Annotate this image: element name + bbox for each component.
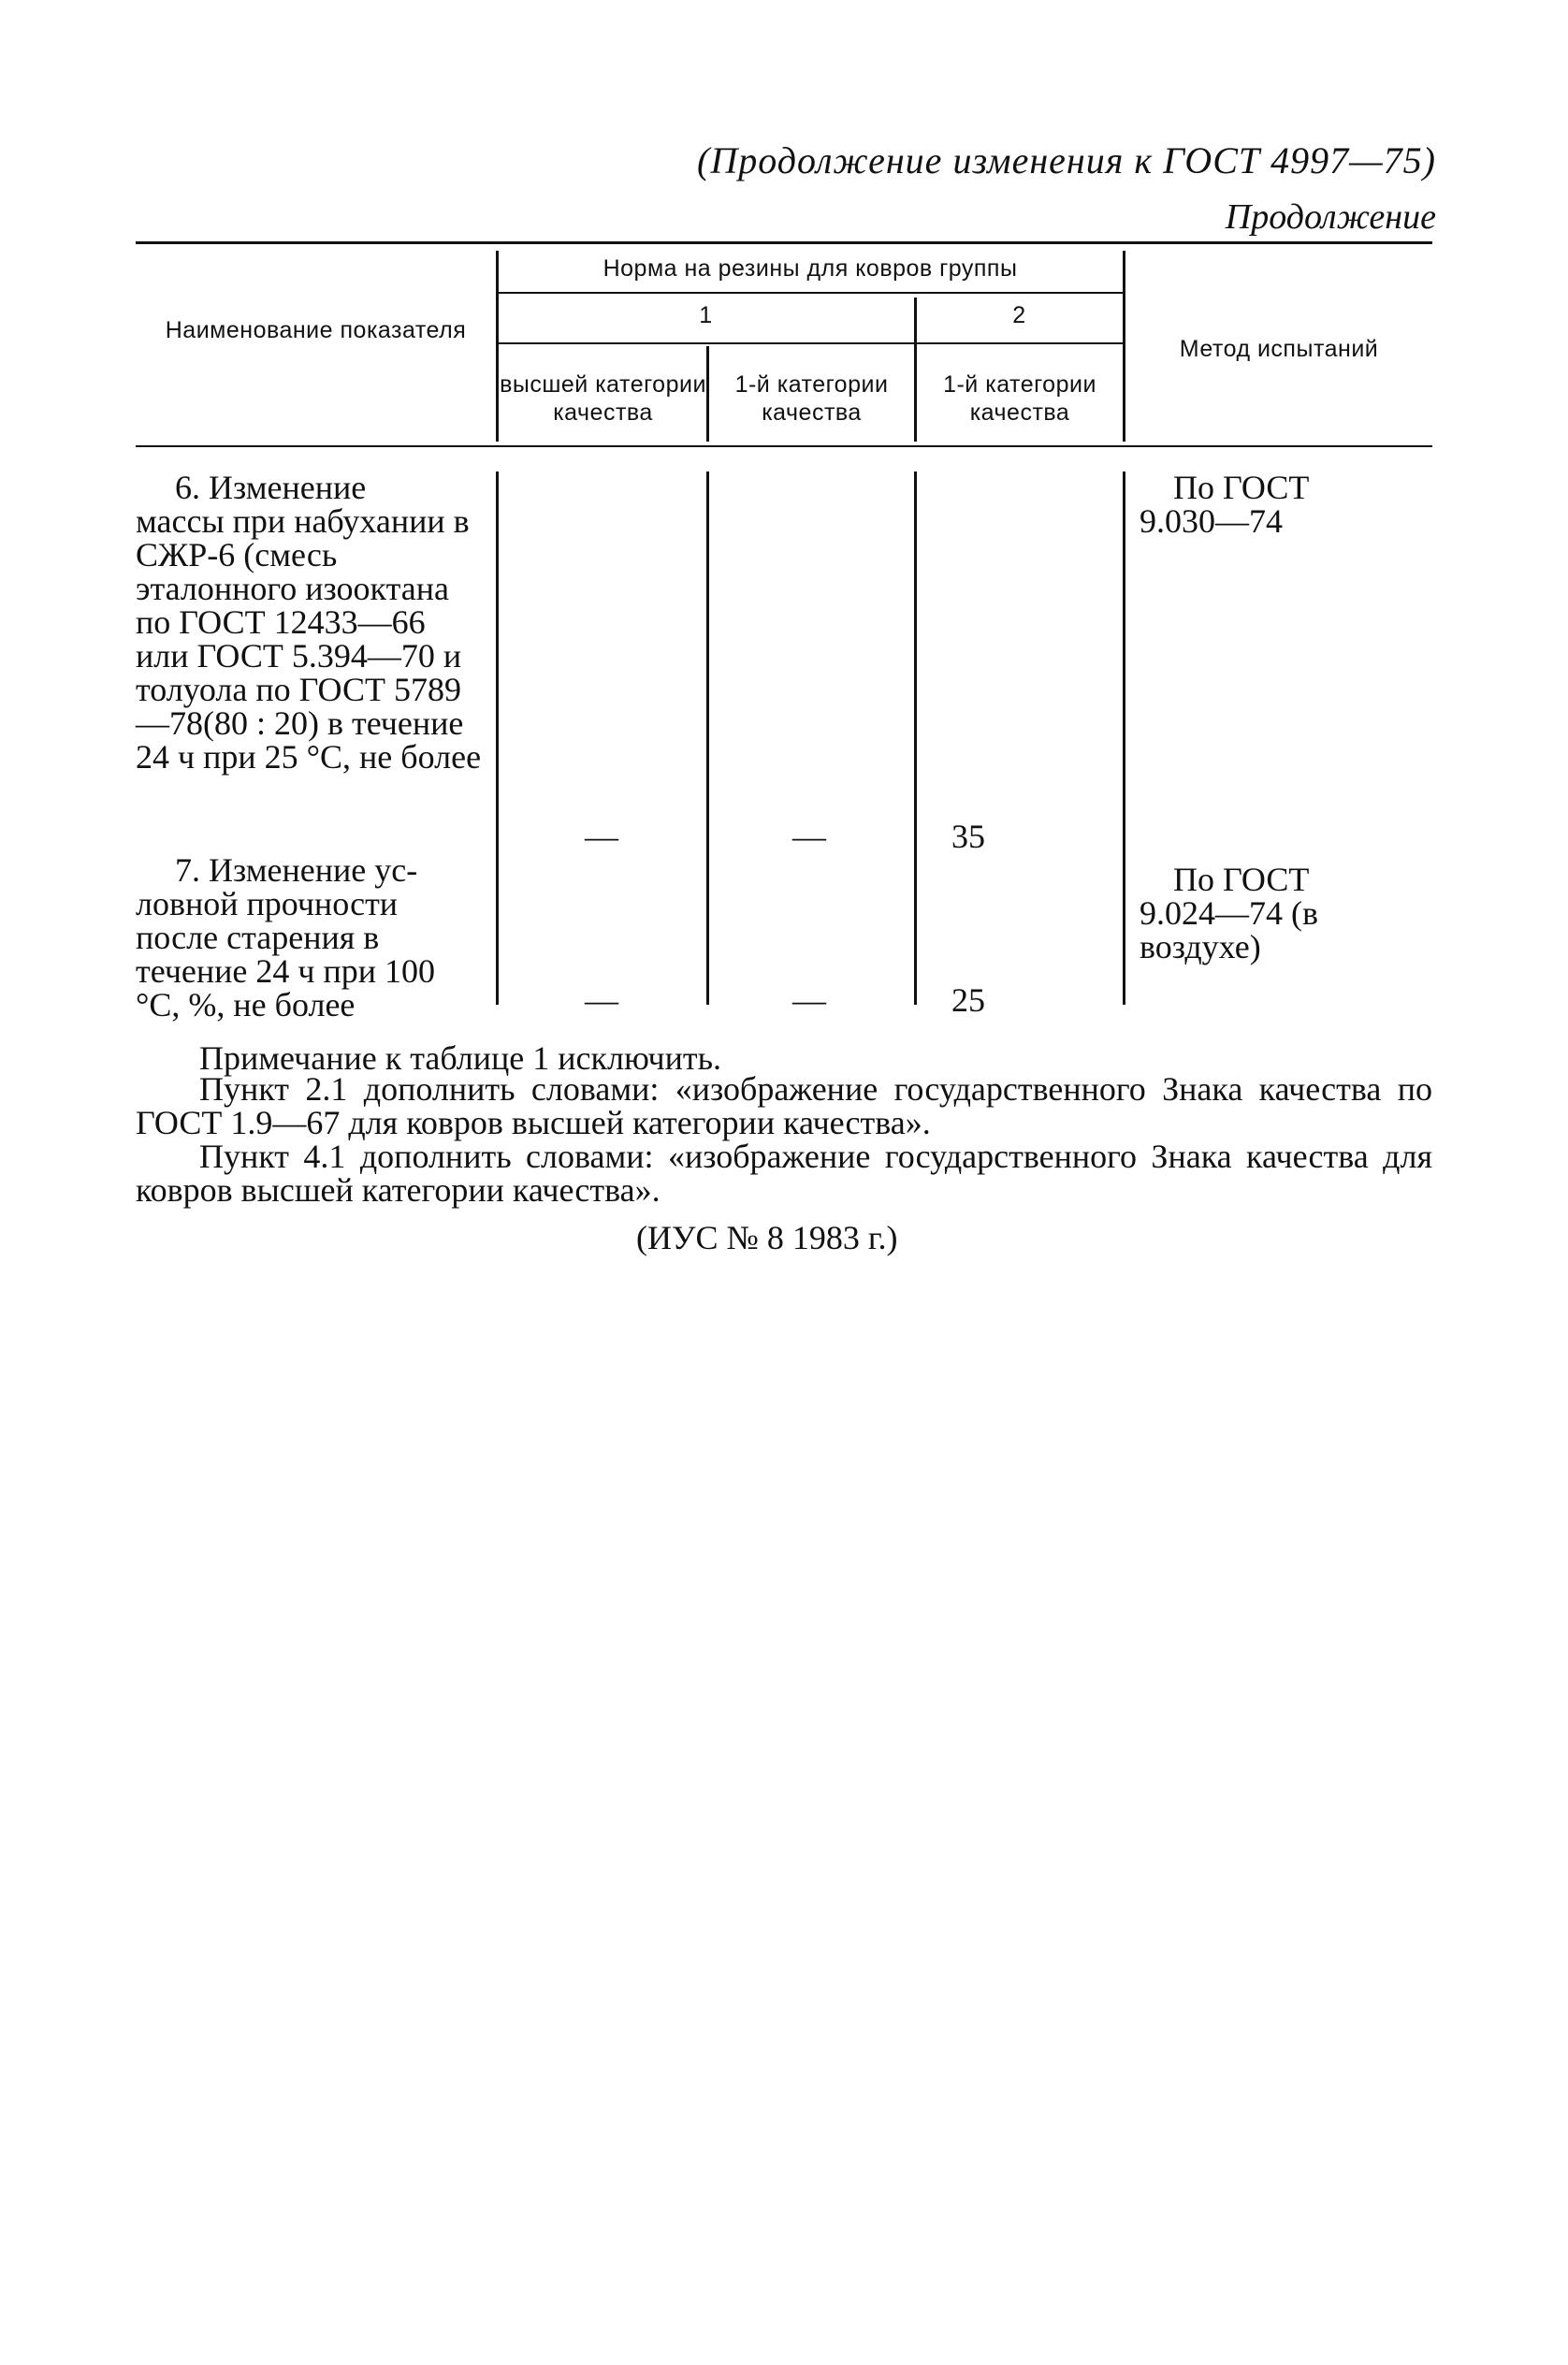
body-divider bbox=[1123, 472, 1125, 1005]
group-1-header: 1 bbox=[699, 302, 713, 328]
column-header-method: Метод испытаний bbox=[1179, 336, 1379, 362]
row-7-highest-value: — bbox=[585, 981, 618, 1019]
note-table-1: Примечание к таблице 1 исключить. bbox=[199, 1039, 721, 1077]
column-header-name: Наименование показателя bbox=[165, 317, 467, 343]
column-header-norm: Норма на резины для ковров группы bbox=[603, 255, 1018, 282]
body-divider bbox=[914, 472, 917, 1005]
row-6-test-method: По ГОСТ 9.030—74 bbox=[1140, 469, 1310, 540]
table-row-6-name: 6. Изменение массы при набухании в СЖР-6 (смесь эталонного изооктана по ГОСТ 12433—66 или ГОСТ 5.394—70 и толуола по ГОСТ 5789—78(80 : 20) в течение 24 ч при 25 °С, не более bbox=[136, 469, 482, 776]
note-clause-2-1: Пункт 2.1 дополнить словами: «изображение государственного Знака качества по ГОСТ 1.9—67 для ковров высшей категории качества». bbox=[136, 1070, 1432, 1141]
continuation-header: (Продолжение изменения к ГОСТ 4997—75) bbox=[697, 139, 1436, 181]
header-subgroup-rule bbox=[498, 342, 1123, 344]
body-divider bbox=[706, 472, 709, 1005]
group-2-header: 2 bbox=[1012, 302, 1026, 328]
subheader-highest-category: высшей категории качества bbox=[500, 371, 706, 426]
subheader-first-category-g2: 1-й категории качества bbox=[943, 371, 1096, 426]
row-6-first-g2-value: 35 bbox=[951, 818, 985, 855]
subheader-first-category-g1: 1-й категории качества bbox=[734, 371, 889, 426]
table-header-rule bbox=[136, 445, 1432, 447]
header-group-rule bbox=[498, 292, 1123, 294]
row-7-first-g2-value: 25 bbox=[951, 981, 985, 1019]
table-top-rule bbox=[136, 241, 1432, 244]
continuation-subheader: Продолжение bbox=[1225, 197, 1436, 237]
row-6-first-g1-value: — bbox=[792, 818, 826, 855]
table-row-7-name: 7. Изменение ус- ловной прочности после старения в течение 24 ч при 100 °С, %, не более bbox=[136, 851, 436, 1023]
row-7-first-g1-value: — bbox=[792, 981, 826, 1019]
source-reference: (ИУС № 8 1983 г.) bbox=[636, 1219, 898, 1256]
row-7-test-method: По ГОСТ 9.024—74 (в воздухе) bbox=[1140, 861, 1318, 965]
note-clause-4-1: Пункт 4.1 дополнить словами: «изображение государственного Знака качества для ковров высшей категории качества». bbox=[136, 1138, 1432, 1209]
body-divider bbox=[496, 472, 499, 1005]
row-6-highest-value: — bbox=[585, 818, 618, 855]
